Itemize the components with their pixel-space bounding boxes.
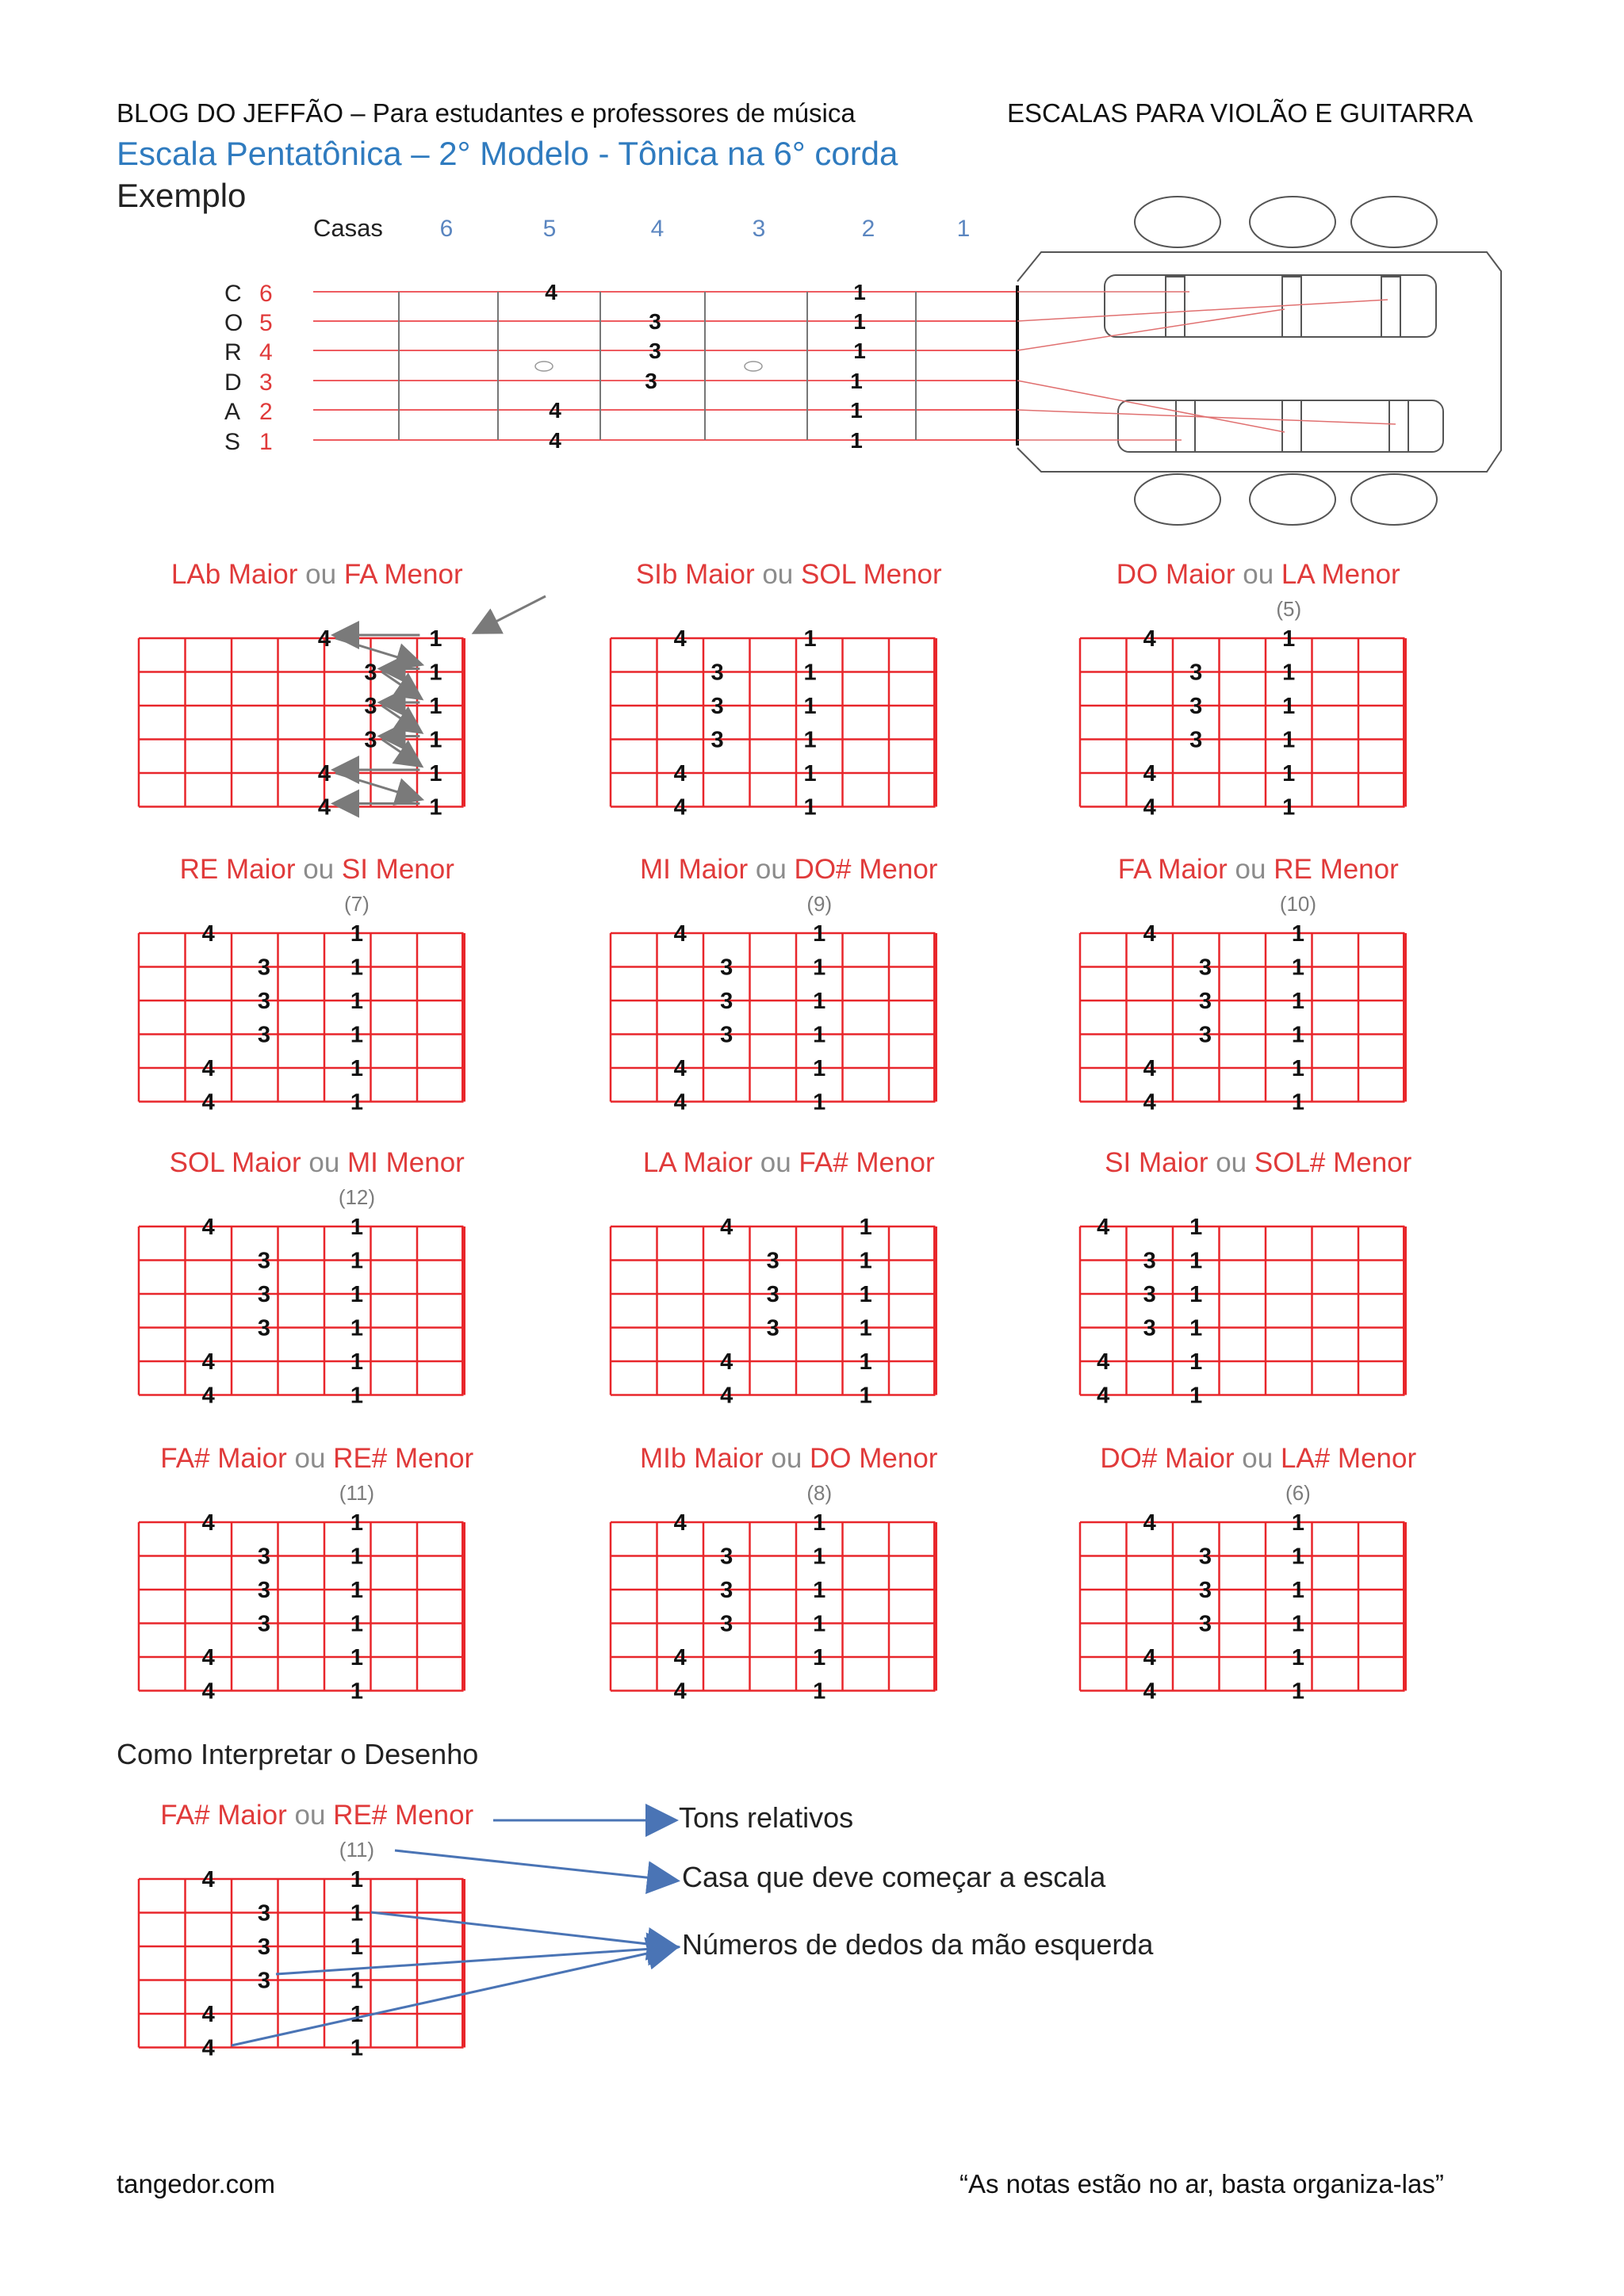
start-fret-label: (6) xyxy=(1285,1481,1311,1505)
finger-number: 4 xyxy=(201,921,215,947)
finger-number: 1 xyxy=(1291,1678,1305,1705)
start-fret-label: (10) xyxy=(1279,892,1317,916)
finger-number: 4 xyxy=(201,2002,215,2027)
finger-number: 1 xyxy=(350,921,364,947)
cordas-letter: O xyxy=(224,310,243,336)
series-header: ESCALAS PARA VIOLÃO E GUITARRA xyxy=(1007,98,1473,128)
finger-number: 4 xyxy=(673,1056,687,1081)
finger-number: 3 xyxy=(710,660,724,686)
page-title: Escala Pentatônica – 2° Modelo - Tônica na 6° corda xyxy=(117,135,898,172)
finger-number: 3 xyxy=(1198,989,1212,1014)
minor-key: FA# Menor xyxy=(799,1147,935,1178)
finger-number: 1 xyxy=(803,660,817,686)
finger-number: 3 xyxy=(1143,1282,1156,1307)
finger-number: 4 xyxy=(549,428,561,453)
scale-chart xyxy=(611,921,936,1115)
finger-number: 1 xyxy=(429,626,442,652)
finger-number: 3 xyxy=(257,1282,271,1307)
page-subtitle: Exemplo xyxy=(117,177,247,214)
finger-number: 3 xyxy=(1198,1544,1212,1570)
finger-number: 1 xyxy=(803,626,817,652)
start-fret-label: (8) xyxy=(806,1481,833,1505)
finger-number: 3 xyxy=(720,1022,733,1048)
minor-key: RE# Menor xyxy=(333,1443,474,1474)
finger-number: 4 xyxy=(201,1645,215,1670)
finger-number: 1 xyxy=(1189,1349,1203,1375)
finger-number: 4 xyxy=(1097,1349,1110,1375)
finger-number: 4 xyxy=(1143,1089,1156,1115)
finger-number: 1 xyxy=(1189,1282,1203,1307)
scale-chart xyxy=(611,1215,936,1409)
finger-number: 3 xyxy=(257,1968,271,1994)
ou-connector: ou xyxy=(748,854,795,885)
casas-label: Casas xyxy=(313,214,383,242)
finger-number: 1 xyxy=(813,1578,826,1603)
scale-chart xyxy=(139,626,464,821)
finger-number: 1 xyxy=(429,727,442,753)
finger-number: 1 xyxy=(1291,1611,1305,1637)
fret-number: 5 xyxy=(542,216,557,242)
fret-number: 3 xyxy=(752,216,766,242)
major-key: FA Maior xyxy=(1117,854,1228,885)
finger-number: 4 xyxy=(201,1510,215,1536)
finger-number: 1 xyxy=(350,2035,364,2061)
cordas-letter: A xyxy=(224,399,241,425)
finger-number: 1 xyxy=(350,1510,364,1536)
finger-number: 1 xyxy=(1282,761,1296,786)
fret-number: 4 xyxy=(650,216,665,242)
finger-number: 1 xyxy=(1282,727,1296,753)
start-fret-label: (7) xyxy=(344,892,370,916)
finger-number: 4 xyxy=(1143,794,1156,821)
finger-number: 4 xyxy=(1097,1383,1110,1409)
scale-chart xyxy=(1080,1215,1405,1409)
finger-number: 1 xyxy=(850,398,863,423)
footer-quote: “As notas estão no ar, basta organiza-las” xyxy=(959,2169,1444,2198)
finger-number: 3 xyxy=(1189,660,1203,686)
minor-key: SOL Menor xyxy=(801,559,942,590)
fret-number: 6 xyxy=(439,216,454,242)
finger-number: 4 xyxy=(201,1383,215,1409)
finger-number: 1 xyxy=(803,694,817,719)
finger-number: 1 xyxy=(1189,1383,1203,1409)
major-key: SIb Maior xyxy=(635,559,755,590)
finger-number: 1 xyxy=(350,2002,364,2027)
finger-number: 4 xyxy=(545,280,557,304)
major-key: RE Maior xyxy=(179,854,296,885)
finger-number: 4 xyxy=(720,1215,733,1240)
finger-number: 1 xyxy=(350,1215,364,1240)
finger-number: 3 xyxy=(1189,727,1203,753)
start-fret-label: (5) xyxy=(1276,597,1302,621)
finger-number: 4 xyxy=(317,626,331,652)
finger-number: 1 xyxy=(350,1867,364,1892)
cordas-letter: C xyxy=(224,281,242,307)
finger-number: 4 xyxy=(673,1645,687,1670)
finger-number: 1 xyxy=(813,921,826,947)
major-key: LAb Maior xyxy=(170,559,298,590)
finger-number: 1 xyxy=(1282,626,1296,652)
finger-number: 1 xyxy=(350,1282,364,1307)
ou-connector: ou xyxy=(1208,1147,1254,1178)
finger-number: 1 xyxy=(1282,794,1296,821)
finger-number: 1 xyxy=(859,1215,872,1240)
finger-number: 1 xyxy=(1291,1510,1305,1536)
minor-key: DO Menor xyxy=(810,1443,938,1474)
finger-number: 4 xyxy=(1143,1678,1156,1705)
finger-number: 1 xyxy=(429,761,442,786)
finger-number: 1 xyxy=(859,1282,872,1307)
finger-number: 3 xyxy=(257,1900,271,1927)
scale-chart xyxy=(611,626,936,821)
major-key: LA Maior xyxy=(642,1147,753,1178)
finger-number: 3 xyxy=(257,1578,271,1603)
sequence-arrow xyxy=(382,706,420,732)
finger-number: 3 xyxy=(1143,1248,1156,1274)
major-key: FA# Maior xyxy=(160,1800,287,1831)
sequence-arrow xyxy=(382,740,420,766)
major-key: DO# Maior xyxy=(1100,1443,1235,1474)
finger-number: 1 xyxy=(350,1248,364,1274)
finger-number: 1 xyxy=(853,280,866,304)
finger-number: 3 xyxy=(257,1315,271,1341)
finger-number: 1 xyxy=(813,1611,826,1637)
finger-number: 3 xyxy=(257,1544,271,1570)
ou-connector: ou xyxy=(286,1443,334,1474)
finger-number: 3 xyxy=(710,727,724,753)
major-key: SI Maior xyxy=(1105,1147,1208,1178)
finger-number: 1 xyxy=(803,794,817,821)
sequence-arrow xyxy=(335,773,419,799)
finger-number: 3 xyxy=(720,1611,733,1637)
finger-number: 3 xyxy=(649,309,661,334)
finger-number: 1 xyxy=(350,1022,364,1048)
finger-number: 3 xyxy=(710,694,724,719)
finger-number: 4 xyxy=(1143,1056,1156,1081)
scale-chart xyxy=(139,1510,464,1705)
ou-connector: ou xyxy=(286,1800,334,1831)
finger-number: 3 xyxy=(257,955,271,981)
major-key: FA# Maior xyxy=(160,1443,287,1474)
finger-number: 1 xyxy=(429,660,442,686)
finger-number: 1 xyxy=(850,369,863,393)
string-number: 3 xyxy=(259,369,273,396)
ou-connector: ou xyxy=(753,1147,799,1178)
finger-number: 3 xyxy=(766,1282,779,1307)
finger-number: 1 xyxy=(813,1056,826,1081)
finger-number: 1 xyxy=(350,989,364,1014)
finger-number: 3 xyxy=(364,694,377,719)
scale-chart xyxy=(139,921,464,1115)
finger-number: 1 xyxy=(350,1089,364,1115)
finger-number: 4 xyxy=(1143,626,1156,652)
finger-number: 1 xyxy=(1291,1089,1305,1115)
finger-number: 1 xyxy=(350,1544,364,1570)
string-number: 5 xyxy=(259,310,273,336)
sequence-arrow xyxy=(335,638,419,664)
finger-number: 1 xyxy=(859,1383,872,1409)
finger-number: 3 xyxy=(720,989,733,1014)
finger-number: 1 xyxy=(813,1678,826,1705)
finger-number: 1 xyxy=(859,1248,872,1274)
finger-number: 4 xyxy=(673,921,687,947)
finger-number: 1 xyxy=(1189,1215,1203,1240)
legend-label-start-fret: Casa que deve começar a escala xyxy=(682,1861,1106,1893)
cordas-letter: R xyxy=(224,339,242,365)
finger-number: 1 xyxy=(350,1645,364,1670)
finger-number: 1 xyxy=(350,1315,364,1341)
minor-key: RE Menor xyxy=(1274,854,1399,885)
finger-number: 1 xyxy=(429,794,442,821)
minor-key: FA Menor xyxy=(343,559,463,590)
sequence-arrow xyxy=(382,672,420,698)
scale-chart xyxy=(1080,921,1405,1115)
major-key: MIb Maior xyxy=(640,1443,764,1474)
finger-number: 1 xyxy=(1291,989,1305,1014)
string-number: 6 xyxy=(259,281,273,307)
finger-number: 3 xyxy=(720,1578,733,1603)
finger-number: 4 xyxy=(673,1089,687,1115)
finger-number: 1 xyxy=(1291,1544,1305,1570)
finger-number: 1 xyxy=(1189,1248,1203,1274)
finger-number: 1 xyxy=(853,339,866,363)
finger-number: 4 xyxy=(317,761,331,786)
finger-number: 1 xyxy=(1189,1315,1203,1341)
finger-number: 3 xyxy=(257,989,271,1014)
minor-key: LA# Menor xyxy=(1280,1443,1417,1474)
cordas-letter: S xyxy=(224,429,241,455)
ou-connector: ou xyxy=(295,854,342,885)
finger-number: 1 xyxy=(1291,921,1305,947)
legend-heading: Como Interpretar o Desenho xyxy=(117,1738,479,1770)
scale-chart xyxy=(1080,626,1405,821)
finger-number: 1 xyxy=(850,428,863,453)
finger-number: 4 xyxy=(673,794,687,821)
finger-number: 3 xyxy=(766,1315,779,1341)
finger-number: 1 xyxy=(429,694,442,719)
finger-number: 1 xyxy=(813,1510,826,1536)
finger-number: 4 xyxy=(1143,921,1156,947)
finger-number: 1 xyxy=(813,1645,826,1670)
finger-number: 1 xyxy=(1291,1578,1305,1603)
minor-key: SOL# Menor xyxy=(1254,1147,1412,1178)
ou-connector: ou xyxy=(297,559,344,590)
minor-key: MI Menor xyxy=(347,1147,465,1178)
finger-number: 1 xyxy=(350,1678,364,1705)
finger-number: 1 xyxy=(859,1349,872,1375)
ou-connector: ou xyxy=(301,1147,348,1178)
finger-number: 1 xyxy=(813,989,826,1014)
finger-number: 1 xyxy=(1291,955,1305,981)
finger-number: 4 xyxy=(720,1349,733,1375)
finger-number: 4 xyxy=(673,761,687,786)
finger-number: 3 xyxy=(1189,694,1203,719)
legend-arrow xyxy=(395,1850,676,1881)
finger-number: 3 xyxy=(257,1022,271,1048)
scale-chart xyxy=(611,1510,936,1705)
finger-number: 3 xyxy=(1198,1611,1212,1637)
finger-number: 1 xyxy=(813,1022,826,1048)
finger-number: 3 xyxy=(649,339,661,363)
major-key: SOL Maior xyxy=(169,1147,301,1178)
fret-number: 1 xyxy=(956,216,971,242)
finger-number: 1 xyxy=(350,1934,364,1960)
finger-number: 1 xyxy=(813,955,826,981)
legend-arrows xyxy=(139,1820,676,2061)
minor-key: DO# Menor xyxy=(794,854,938,885)
cordas-letter: D xyxy=(224,369,242,396)
finger-number: 4 xyxy=(201,1215,215,1240)
finger-number: 4 xyxy=(201,1089,215,1115)
finger-number: 4 xyxy=(673,1510,687,1536)
finger-number: 4 xyxy=(673,626,687,652)
footer-site: tangedor.com xyxy=(117,2169,275,2198)
start-fret-label: (11) xyxy=(339,1481,375,1505)
blog-header: BLOG DO JEFFÃO – Para estudantes e professores de música xyxy=(117,98,856,128)
finger-number: 4 xyxy=(201,1056,215,1081)
legend-label-relative-keys: Tons relativos xyxy=(679,1801,854,1834)
finger-number: 3 xyxy=(720,955,733,981)
minor-key: RE# Menor xyxy=(333,1800,474,1831)
finger-number: 1 xyxy=(350,1578,364,1603)
ou-connector: ou xyxy=(1234,1443,1281,1474)
finger-number: 1 xyxy=(1282,660,1296,686)
finger-number: 3 xyxy=(257,1611,271,1637)
ou-connector: ou xyxy=(754,559,801,590)
start-fret-label: (12) xyxy=(338,1185,376,1209)
major-key: DO Maior xyxy=(1116,559,1235,590)
sequence-arrow xyxy=(476,596,546,632)
finger-number: 1 xyxy=(803,727,817,753)
ou-connector: ou xyxy=(763,1443,810,1474)
minor-key: LA Menor xyxy=(1281,559,1400,590)
finger-number: 4 xyxy=(1143,1510,1156,1536)
finger-number: 4 xyxy=(1143,761,1156,786)
string-number: 2 xyxy=(259,399,273,425)
scale-chart xyxy=(139,1215,464,1409)
finger-number: 1 xyxy=(1291,1022,1305,1048)
finger-number: 3 xyxy=(720,1544,733,1570)
finger-number: 4 xyxy=(317,794,331,821)
finger-number: 1 xyxy=(803,761,817,786)
finger-number: 1 xyxy=(350,1968,364,1994)
finger-number: 3 xyxy=(257,1248,271,1274)
string-number: 4 xyxy=(259,339,273,365)
finger-number: 1 xyxy=(1291,1056,1305,1081)
finger-number: 4 xyxy=(201,2035,215,2061)
finger-number: 1 xyxy=(1291,1645,1305,1670)
finger-number: 3 xyxy=(364,727,377,753)
finger-number: 1 xyxy=(350,955,364,981)
start-fret-label: (11) xyxy=(339,1838,375,1862)
finger-number: 4 xyxy=(1143,1645,1156,1670)
finger-number: 1 xyxy=(350,1900,364,1927)
finger-number: 4 xyxy=(201,1867,215,1892)
finger-number: 1 xyxy=(813,1089,826,1115)
ou-connector: ou xyxy=(1235,559,1281,590)
finger-number: 1 xyxy=(350,1611,364,1637)
finger-number: 3 xyxy=(364,660,377,686)
finger-number: 4 xyxy=(1097,1215,1110,1240)
ou-connector: ou xyxy=(1227,854,1274,885)
finger-number: 1 xyxy=(853,309,866,334)
finger-number: 1 xyxy=(350,1056,364,1081)
finger-number: 1 xyxy=(813,1544,826,1570)
finger-number: 1 xyxy=(1282,694,1296,719)
finger-number: 4 xyxy=(201,1349,215,1375)
finger-number: 1 xyxy=(350,1383,364,1409)
finger-number: 3 xyxy=(257,1934,271,1960)
string-number: 1 xyxy=(259,429,273,455)
scale-chart xyxy=(1080,1510,1405,1705)
major-key: MI Maior xyxy=(640,854,749,885)
finger-number: 4 xyxy=(673,1678,687,1705)
finger-number: 4 xyxy=(720,1383,733,1409)
finger-number: 1 xyxy=(859,1315,872,1341)
finger-number: 3 xyxy=(645,369,657,393)
minor-key: SI Menor xyxy=(341,854,454,885)
finger-number: 1 xyxy=(350,1349,364,1375)
finger-number: 4 xyxy=(201,1678,215,1705)
finger-number: 4 xyxy=(549,398,561,423)
start-fret-label: (9) xyxy=(806,892,833,916)
finger-number: 3 xyxy=(1143,1315,1156,1341)
finger-number: 3 xyxy=(1198,1578,1212,1603)
finger-number: 3 xyxy=(1198,955,1212,981)
legend-label-fingers: Números de dedos da mão esquerda xyxy=(682,1928,1154,1961)
fret-number: 2 xyxy=(861,216,875,242)
finger-number: 3 xyxy=(766,1248,779,1274)
finger-number: 3 xyxy=(1198,1022,1212,1048)
